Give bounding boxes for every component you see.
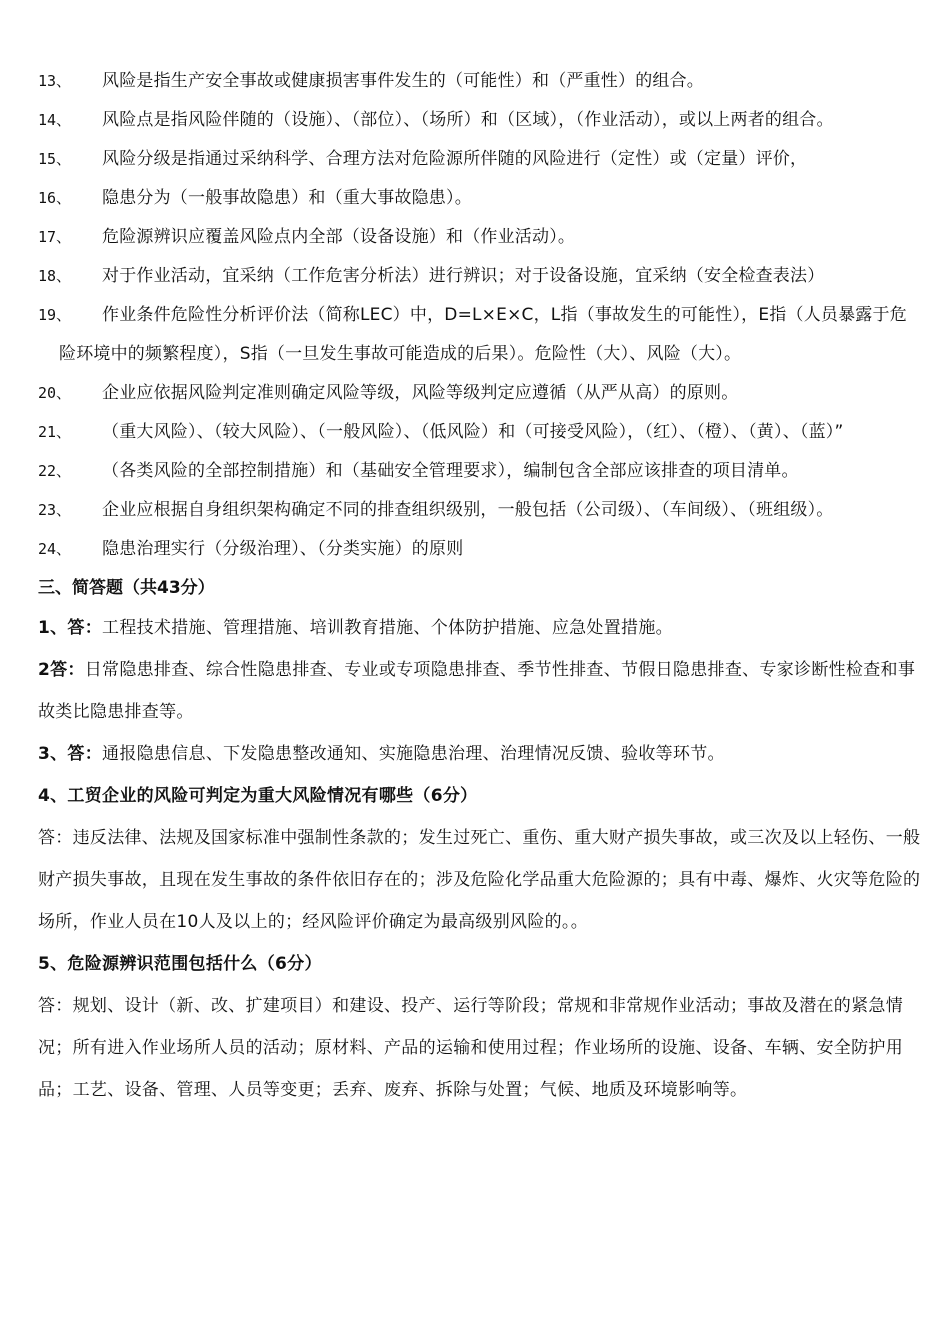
item-number: 22、 bbox=[38, 462, 72, 480]
answer-3-lead: 3、答： bbox=[38, 744, 103, 764]
answer-1 bbox=[38, 607, 926, 649]
fill-item-21 bbox=[0, 413, 950, 452]
item-number: 23、 bbox=[38, 501, 72, 519]
item-text: 风险是指生产安全事故或健康损害事件发生的（可能性）和（严重性）的组合。 bbox=[102, 71, 704, 91]
item-number: 19、 bbox=[38, 306, 72, 324]
fill-item-13 bbox=[0, 62, 950, 101]
item-text: 风险点是指风险伴随的（设施）、（部位）、（场所）和（区域），（作业活动），或以上两者的组合。 bbox=[102, 110, 834, 130]
question-5-title: 5、危险源辨识范围包括什么（6分） bbox=[38, 954, 322, 974]
fill-item-23 bbox=[0, 491, 950, 530]
answer-2-lead: 2答： bbox=[38, 660, 85, 680]
item-number: 14、 bbox=[38, 111, 72, 129]
section-title: 三、简答题（共43分） bbox=[38, 578, 215, 598]
answer-3 bbox=[38, 733, 926, 775]
item-number: 17、 bbox=[38, 228, 72, 246]
item-text: 危险源辨识应覆盖风险点内全部（设备设施）和（作业活动）。 bbox=[102, 227, 576, 247]
item-number: 20、 bbox=[38, 384, 72, 402]
item-text: 作业条件危险性分析评价法（简称LEC）中，D=L×E×C，L指（事故发生的可能性），E指（人员暴露于危险环境中的频繁程度），S指（一旦发生事故可能造成的后果）。危险性（大）、风险（大）。 bbox=[59, 305, 907, 364]
fill-item-15 bbox=[0, 140, 950, 179]
fill-item-20 bbox=[0, 374, 950, 413]
answer-3-text: 通报隐患信息、下发隐患整改通知、实施隐患治理、治理情况反馈、验收等环节。 bbox=[102, 744, 725, 764]
question-4-title: 4、工贸企业的风险可判定为重大风险情况有哪些（6分） bbox=[38, 786, 478, 806]
answer-2 bbox=[38, 649, 926, 733]
item-number: 24、 bbox=[38, 540, 72, 558]
item-number: 13、 bbox=[38, 72, 72, 90]
item-text: 隐患分为（一般事故隐患）和（重大事故隐患）。 bbox=[102, 188, 472, 208]
item-number: 21、 bbox=[38, 423, 72, 441]
item-text: 隐患治理实行（分级治理）、（分类实施）的原则 bbox=[102, 539, 464, 559]
item-number: 15、 bbox=[38, 150, 72, 168]
fill-item-24 bbox=[0, 530, 950, 569]
fill-item-16 bbox=[0, 179, 950, 218]
item-text: 风险分级是指通过采纳科学、合理方法对危险源所伴随的风险进行（定性）或（定量）评价， bbox=[102, 149, 808, 169]
answer-1-text: 工程技术措施、管理措施、培训教育措施、个体防护措施、应急处置措施。 bbox=[102, 618, 673, 638]
item-number: 16、 bbox=[38, 189, 72, 207]
fill-item-17 bbox=[0, 218, 950, 257]
answer-1-lead: 1、答： bbox=[38, 618, 103, 638]
answer-5-text: 答：规划、设计（新、改、扩建项目）和建设、投产、运行等阶段；常规和非常规作业活动；事故及潜在的紧急情况；所有进入作业场所人员的活动；原材料、产品的运输和使用过程；作业场所的设施、设备、车辆、安全防护用品；工艺、设备、管理、人员等变更；丢弃、废弃、拆除与处置；气候、地质及环境影响等。 bbox=[38, 996, 903, 1100]
fill-item-18 bbox=[0, 257, 950, 296]
item-text: （重大风险）、（较大风险）、（一般风险）、（低风险）和（可接受风险），（红）、（橙）、（黄）、（蓝）” bbox=[102, 422, 844, 442]
item-text: 企业应依据风险判定准则确定风险等级，风险等级判定应遵循（从严从高）的原则。 bbox=[102, 383, 739, 403]
item-text: 企业应根据自身组织架构确定不同的排查组织级别，一般包括（公司级）、（车间级）、（班组级）。 bbox=[102, 500, 834, 520]
fill-item-22 bbox=[0, 452, 950, 491]
item-text: （各类风险的全部控制措施）和（基础安全管理要求），编制包含全部应该排查的项目清单。 bbox=[102, 461, 799, 481]
fill-item-14 bbox=[0, 101, 950, 140]
answer-4-text: 答：违反法律、法规及国家标准中强制性条款的；发生过死亡、重伤、重大财产损失事故，或三次及以上轻伤、一般财产损失事故，且现在发生事故的条件依旧存在的；涉及危险化学品重大危险源的；具有中毒、爆炸、火灾等危险的场所，作业人员在10人及以上的；经风险评价确定为最高级别风险的。。 bbox=[38, 828, 921, 932]
item-text: 对于作业活动，宜采纳（工作危害分析法）进行辨识；对于设备设施，宜采纳（安全检查表法） bbox=[102, 266, 825, 286]
answer-2-text: 日常隐患排查、综合性隐患排查、专业或专项隐患排查、季节性排查、节假日隐患排查、专家诊断性检查和事故类比隐患排查等。 bbox=[38, 660, 916, 722]
fill-item-19 bbox=[0, 296, 950, 374]
item-number: 18、 bbox=[38, 267, 72, 285]
